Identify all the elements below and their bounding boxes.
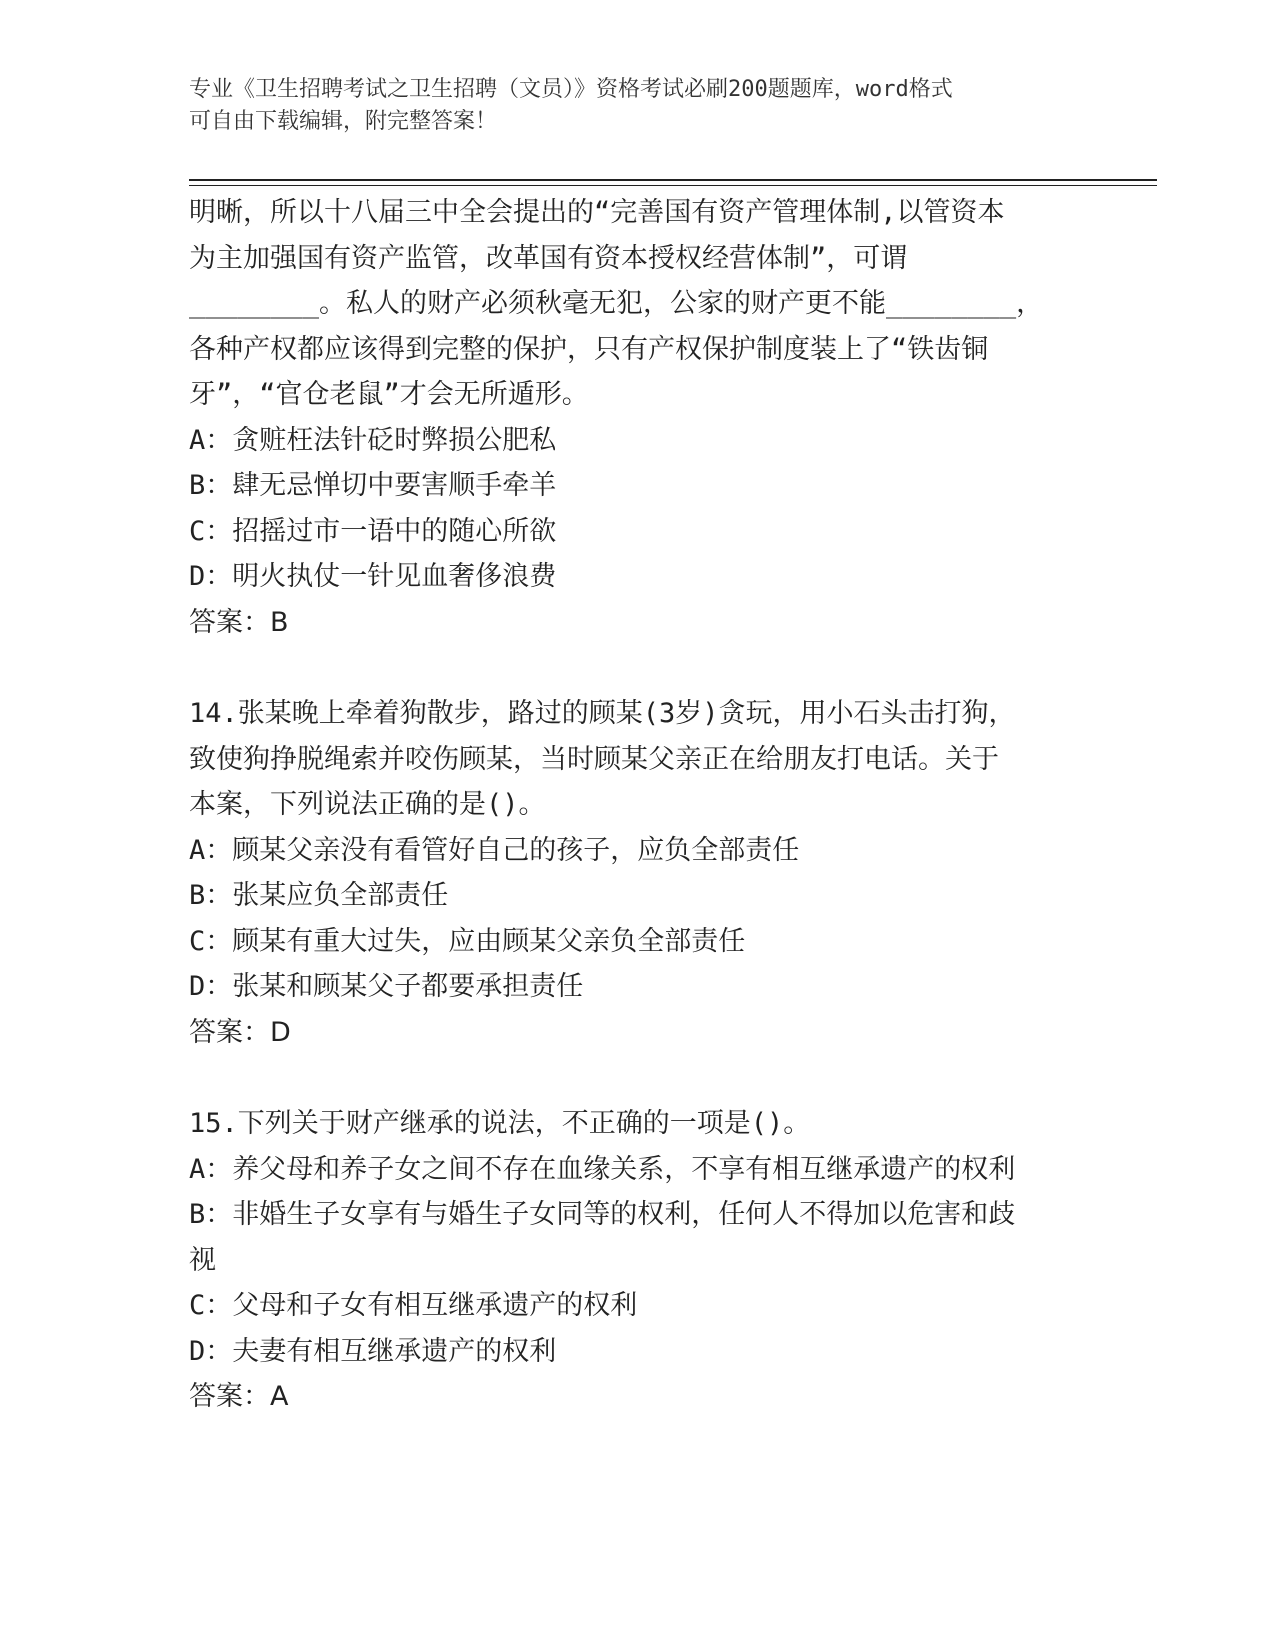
- question-15: [189, 1101, 1089, 1420]
- option-b: B：非婚生子女享有与婚生子女同等的权利，任何人不得加以危害和歧: [189, 1199, 1016, 1230]
- answer-label: 答案：B: [189, 606, 289, 638]
- header-divider-thin: [189, 185, 1157, 186]
- question-stem-line: 各种产权都应该得到完整的保护，只有产权保护制度装上了“铁齿铜: [189, 333, 989, 365]
- question-stem-line: 15.下列关于财产继承的说法，不正确的一项是()。: [189, 1108, 811, 1139]
- option-c: C：父母和子女有相互继承遗产的权利: [189, 1290, 638, 1321]
- option-b: B：肆无忌惮切中要害顺手牵羊: [189, 470, 557, 501]
- option-a: A：贪赃枉法针砭时弊损公肥私: [189, 424, 557, 456]
- spacer: [189, 1055, 1089, 1101]
- document-header: [189, 74, 1069, 138]
- question-14: [189, 691, 1089, 1055]
- option-d: D：张某和顾某父子都要承担责任: [189, 971, 584, 1002]
- question-list: [189, 190, 1089, 1420]
- question-stem-line: 14.张某晚上牵着狗散步，路过的顾某(3岁)贪玩，用小石头击打狗，: [189, 698, 1016, 729]
- header-line-1: 专业《卫生招聘考试之卫生招聘（文员）》资格考试必刷200题题库，word格式: [189, 77, 953, 102]
- question-13: [189, 190, 1089, 645]
- header-divider-thick: [189, 179, 1157, 181]
- question-stem-line: 为主加强国有资产监管，改革国有资本授权经营体制”，可谓: [189, 242, 908, 274]
- option-a: A：养父母和养子女之间不存在血缘关系，不享有相互继承遗产的权利: [189, 1153, 1016, 1185]
- option-a: A：顾某父亲没有看管好自己的孩子，应负全部责任: [189, 834, 800, 866]
- option-d: D：夫妻有相互继承遗产的权利: [189, 1335, 557, 1367]
- question-stem-line: 明晰，所以十八届三中全会提出的“完善国有资产管理体制,以管资本: [189, 197, 1005, 228]
- answer-label: 答案：A: [189, 1381, 289, 1412]
- question-stem-line: 致使狗挣脱绳索并咬伤顾某，当时顾某父亲正在给朋友打电话。关于: [189, 743, 999, 775]
- option-c: C：招摇过市一语中的随心所欲: [189, 515, 557, 547]
- option-b: B：张某应负全部责任: [189, 880, 449, 911]
- spacer: [189, 645, 1089, 691]
- question-stem-line: ________。私人的财产必须秋毫无犯，公家的财产更不能________，: [189, 288, 1044, 319]
- option-b-continued: 视: [189, 1244, 216, 1276]
- option-c: C：顾某有重大过失，应由顾某父亲负全部责任: [189, 925, 746, 957]
- question-stem-line: 牙”，“官仓老鼠”才会无所遁形。: [189, 379, 589, 410]
- option-d: D：明火执仗一针见血奢侈浪费: [189, 561, 557, 592]
- header-line-2: 可自由下载编辑，附完整答案！: [189, 109, 498, 134]
- question-stem-line: 本案，下列说法正确的是()。: [189, 789, 546, 820]
- answer-label: 答案：D: [189, 1016, 291, 1048]
